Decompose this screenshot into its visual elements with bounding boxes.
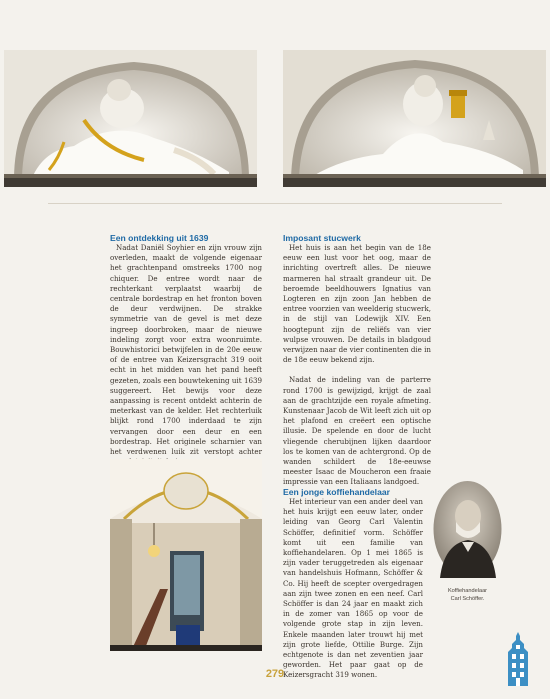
paragraph-parterre: Nadat de indeling van de parterre rond 1700 is gewijzigd, krijgt de zaal aan de grachtzijde een royale afmeting. Kunstenaar Jacob de Wit leeft zich uit op het plafond en creëert een optische illusie. De spelende en door de lucht vliegende cherubijnen lijken daardoor los te komen van de achtergrond. Op de wanden schildert de 18e-eeuwse meester Isaac de Moucheron een fraaie impressie van een Italiaans landgoed. [283,375,431,487]
caption-line-1: Koffiehandelaar [447,588,488,594]
paragraph-stucco: Het huis is aan het begin van de 18e eeuw een lust voor het oog, maar de inrichting overtreft alles. De nieuwe marmeren hal straalt grandeur uit. De beroemde beeldhouwers Ignatius van Logteren en zijn zoon Jan hebben de entree voorzien van weelderig stucwerk, in de stijl van Lodewijk XIV. Een hoogtepunt zijn de reliëfs van vier wulpse vrouwen. De details in bladgoud verwijzen naar de vier continenten die in de 18e eeuw bekend zijn. [283,243,431,365]
paragraph-coffee-merchant: Het interieur van een ander deel van het huis krijgt een eeuw later, onder leiding van Georg Carl Valentin Schöffer, definitief vorm. Schöffer komt uit een familie van koffiehandelaren. Op 1 mei 1865 is zijn vader teruggetreden als eigenaar van handelshuis Hofmann, Schöffer & Co. Hij heeft de scepter overgedragen aan zijn twee zonen en een neef. Carl Schöffer is dan 24 jaar en maakt zich in de zomer van 1865 op voor de volgende grote stap in zijn leven. Enkele maanden later trouwt hij met zijn grote liefde, Ottilie Burge. Zijn echtgenote is dan net zeventien jaar geworden. Het paar gaat op de Keizersgracht 319 wonen. [283,497,423,680]
section-heading-stucco: Imposant stucwerk [283,233,361,243]
stucco-relief-icon [283,50,546,187]
paragraph-discovery: Nadat Daniël Soyhier en zijn vrouw zijn overleden, maakt de volgende eigenaar het grachtenpand omstreeks 1700 nog chiquer. De entree wordt naar de rechterkant verplaatst waarbij de centrale bordestrap en het fronton boven de deur verdwijnen. De strakke symmetrie van de gevel is met deze ingreep doorbroken, maar de nieuwe indeling zorgt voor extra woonruimte. Bouwhistorici betwijfelen in de 20e eeuw of de entree van Keizersgracht 319 ooit echt in het midden van het pand heeft gezeten, zoals een bouwtekening uit 1639 suggereert. Het bewijs voor deze aanpassing is recent ontdekt achterin de meterkast van de kelder. Het rechterluik blijkt rond 1700 inderdaad te zijn vervangen door een deur en een bordestrap. Het originele scharnier van het verdwenen luik zit verstopt achter [110,243,262,457]
marble-hall-icon [110,459,262,651]
section-heading-coffee-merchant: Een jonge koffiehandelaar [283,487,390,497]
divider-rule [48,203,502,204]
canal-house-icon [506,630,530,688]
relief-photo-left [4,50,257,187]
portrait-icon [430,478,505,580]
relief-photo-right [283,50,546,187]
portrait-caption [430,587,505,603]
caption-line-2: Carl Schöffer. [450,596,485,602]
page-number: 279 [265,668,285,680]
hall-photo [110,459,262,651]
right-text-column-lower [283,487,423,681]
portrait-photo [430,478,505,580]
right-text-column [283,233,431,488]
left-text-column [110,233,262,467]
section-heading-discovery: Een ontdekking uit 1639 [110,233,209,243]
stucco-relief-icon [4,50,257,187]
